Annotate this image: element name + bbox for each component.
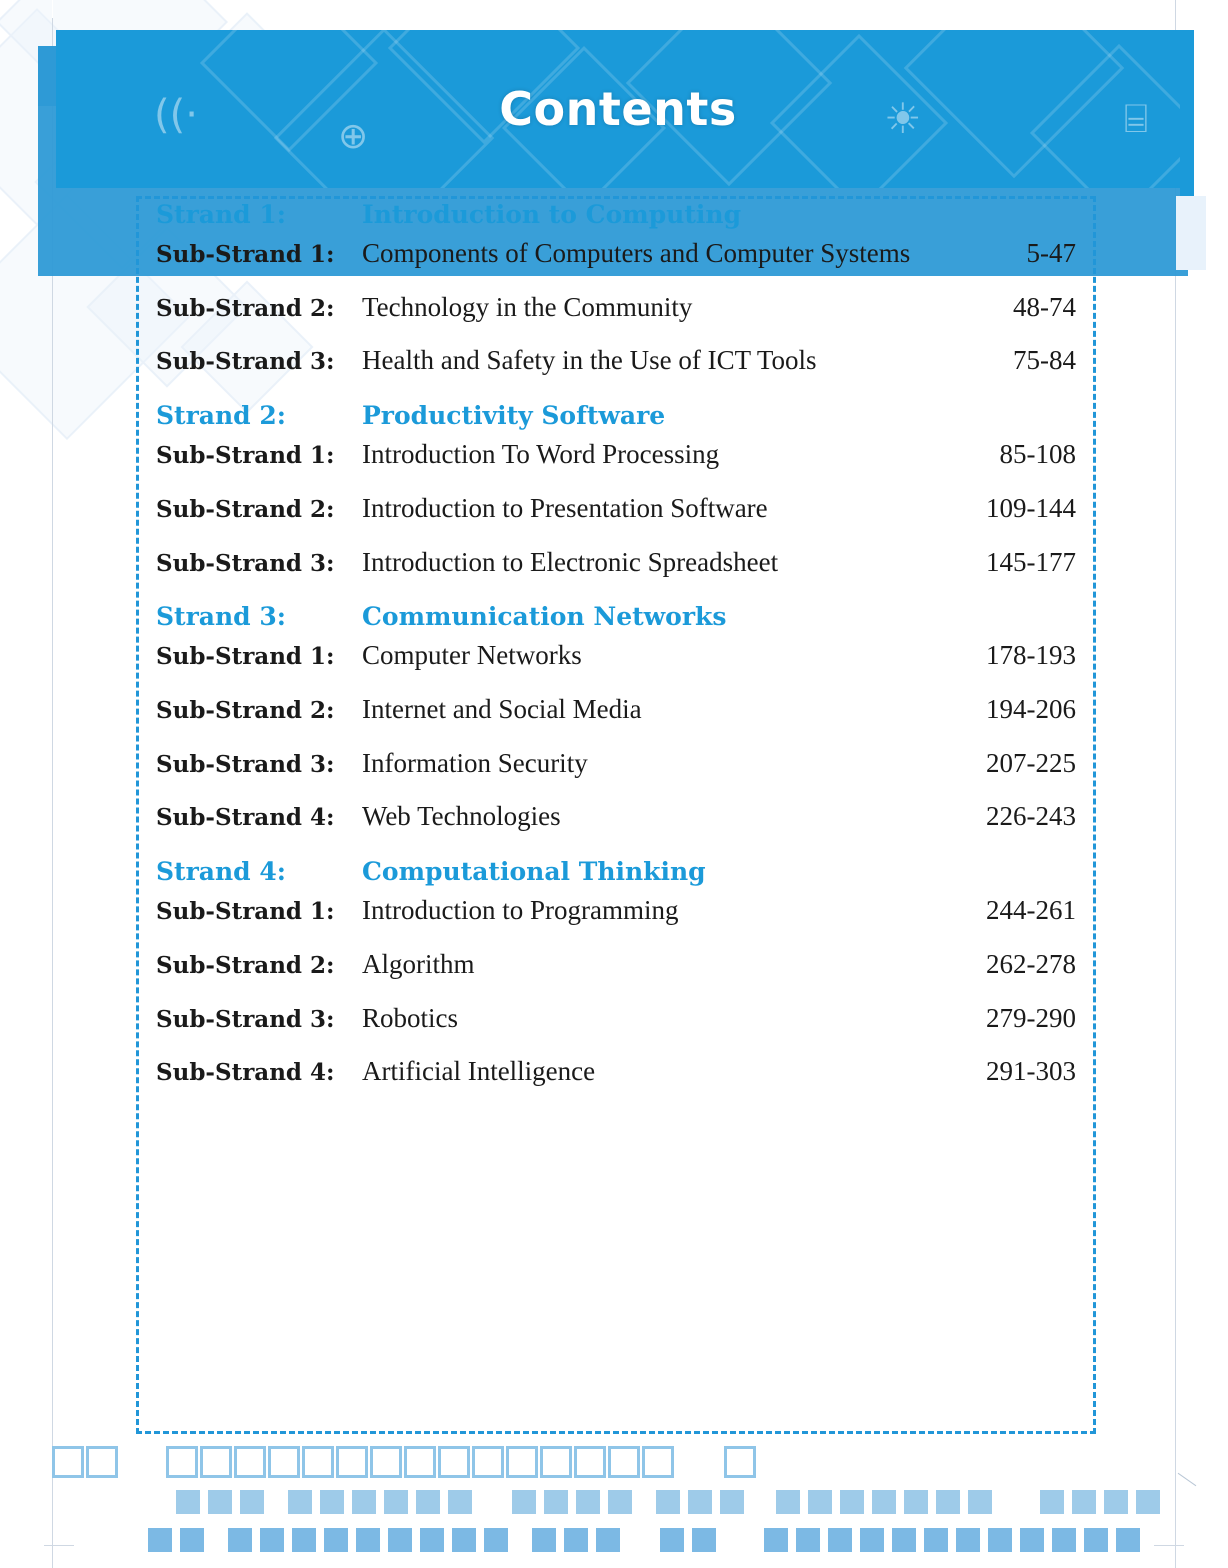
sub-strand-label: Sub-Strand 1: bbox=[156, 643, 335, 671]
toc-entry[interactable] bbox=[156, 745, 1076, 782]
sub-strand-label: Sub-Strand 4: bbox=[156, 1059, 335, 1087]
toc-entry[interactable] bbox=[156, 289, 1076, 326]
sub-strand-pages: 85-108 bbox=[999, 439, 1076, 470]
toc-entry[interactable] bbox=[156, 691, 1076, 728]
sub-strand-title: Introduction to Presentation Software bbox=[362, 492, 768, 523]
corner-tick bbox=[1178, 1473, 1197, 1486]
contents-banner bbox=[56, 30, 1180, 188]
sub-strand-title: Internet and Social Media bbox=[362, 694, 642, 725]
strand-heading bbox=[156, 401, 1076, 430]
strand-heading bbox=[156, 857, 1076, 886]
sub-strand-label: Sub-Strand 2: bbox=[156, 294, 335, 322]
sub-strand-title: Artificial Intelligence bbox=[362, 1056, 596, 1087]
toc-entry[interactable] bbox=[156, 544, 1076, 581]
strand-block bbox=[156, 401, 1076, 580]
sub-strand-label: Sub-Strand 2: bbox=[156, 697, 335, 725]
sub-strand-title: Robotics bbox=[362, 1002, 459, 1033]
globe-icon: ⊕ bbox=[338, 116, 369, 157]
strand-block bbox=[156, 857, 1076, 1090]
sub-strand-title: Algorithm bbox=[362, 948, 475, 979]
sub-strand-pages: 291-303 bbox=[986, 1056, 1076, 1087]
strand-heading bbox=[156, 602, 1076, 631]
sub-strand-pages: 75-84 bbox=[1013, 345, 1076, 376]
sub-strand-title: Health and Safety in the Use of ICT Tools bbox=[362, 345, 817, 376]
sub-strand-pages: 194-206 bbox=[986, 694, 1076, 725]
strand-title: Computational Thinking bbox=[362, 857, 706, 887]
toc-entry[interactable] bbox=[156, 798, 1076, 835]
toc-entry[interactable] bbox=[156, 235, 1076, 272]
sub-strand-pages: 178-193 bbox=[986, 640, 1076, 671]
footer-decoration bbox=[0, 1428, 1228, 1568]
wifi-icon: ((· bbox=[154, 92, 198, 138]
sub-strand-label: Sub-Strand 2: bbox=[156, 951, 335, 979]
strand-label: Strand 1: bbox=[156, 200, 286, 229]
sub-strand-title: Technology in the Community bbox=[362, 291, 693, 322]
strand-title: Communication Networks bbox=[362, 602, 727, 632]
toc-entry[interactable] bbox=[156, 436, 1076, 473]
strand-label: Strand 4: bbox=[156, 857, 286, 887]
sub-strand-pages: 279-290 bbox=[986, 1002, 1076, 1033]
footer-rule-right bbox=[1154, 1545, 1184, 1546]
calculator-icon: ⌸ bbox=[1124, 96, 1148, 142]
sub-strand-title: Introduction To Word Processing bbox=[362, 439, 720, 470]
strand-block bbox=[156, 602, 1076, 835]
sub-strand-pages: 48-74 bbox=[1013, 291, 1076, 322]
sub-strand-pages: 5-47 bbox=[1026, 238, 1076, 268]
sub-strand-pages: 207-225 bbox=[986, 747, 1076, 778]
sub-strand-title: Components of Computers and Computer Systems bbox=[362, 238, 911, 268]
sub-strand-pages: 262-278 bbox=[986, 948, 1076, 979]
strand-label: Strand 2: bbox=[156, 401, 286, 431]
sub-strand-pages: 226-243 bbox=[986, 801, 1076, 832]
sub-strand-title: Computer Networks bbox=[362, 640, 582, 671]
strand-heading bbox=[156, 200, 1076, 229]
toc-entry[interactable] bbox=[156, 892, 1076, 929]
strand-title: Productivity Software bbox=[362, 401, 666, 431]
sub-strand-pages: 244-261 bbox=[986, 895, 1076, 926]
sub-strand-label: Sub-Strand 3: bbox=[156, 549, 335, 577]
strand-block bbox=[156, 200, 1076, 379]
lightbulb-icon: ☀ bbox=[884, 94, 922, 143]
sub-strand-title: Web Technologies bbox=[362, 801, 561, 832]
sub-strand-label: Sub-Strand 3: bbox=[156, 1005, 335, 1033]
table-of-contents bbox=[156, 200, 1076, 1112]
strand-label: Strand 3: bbox=[156, 602, 286, 632]
right-accent-block bbox=[1176, 196, 1206, 270]
toc-entry[interactable] bbox=[156, 490, 1076, 527]
toc-entry[interactable] bbox=[156, 1000, 1076, 1037]
sub-strand-label: Sub-Strand 3: bbox=[156, 348, 335, 376]
page-title: Contents bbox=[499, 82, 737, 136]
sub-strand-label: Sub-Strand 2: bbox=[156, 495, 335, 523]
footer-rule-left bbox=[44, 1545, 74, 1546]
sub-strand-pages: 145-177 bbox=[986, 546, 1076, 577]
toc-entry[interactable] bbox=[156, 637, 1076, 674]
sub-strand-label: Sub-Strand 1: bbox=[156, 898, 335, 926]
sub-strand-label: Sub-Strand 1: bbox=[156, 442, 335, 470]
toc-entry[interactable] bbox=[156, 1053, 1076, 1090]
toc-entry[interactable] bbox=[156, 946, 1076, 983]
page-border-notch bbox=[52, 0, 53, 18]
toc-entry[interactable] bbox=[156, 342, 1076, 379]
sub-strand-title: Introduction to Programming bbox=[362, 895, 679, 926]
sub-strand-title: Introduction to Electronic Spreadsheet bbox=[362, 546, 779, 577]
strand-title: Introduction to Computing bbox=[362, 200, 742, 229]
sub-strand-label: Sub-Strand 1: bbox=[156, 241, 335, 268]
sub-strand-label: Sub-Strand 4: bbox=[156, 804, 335, 832]
sub-strand-pages: 109-144 bbox=[986, 492, 1076, 523]
sub-strand-title: Information Security bbox=[362, 747, 588, 778]
sub-strand-label: Sub-Strand 3: bbox=[156, 750, 335, 778]
